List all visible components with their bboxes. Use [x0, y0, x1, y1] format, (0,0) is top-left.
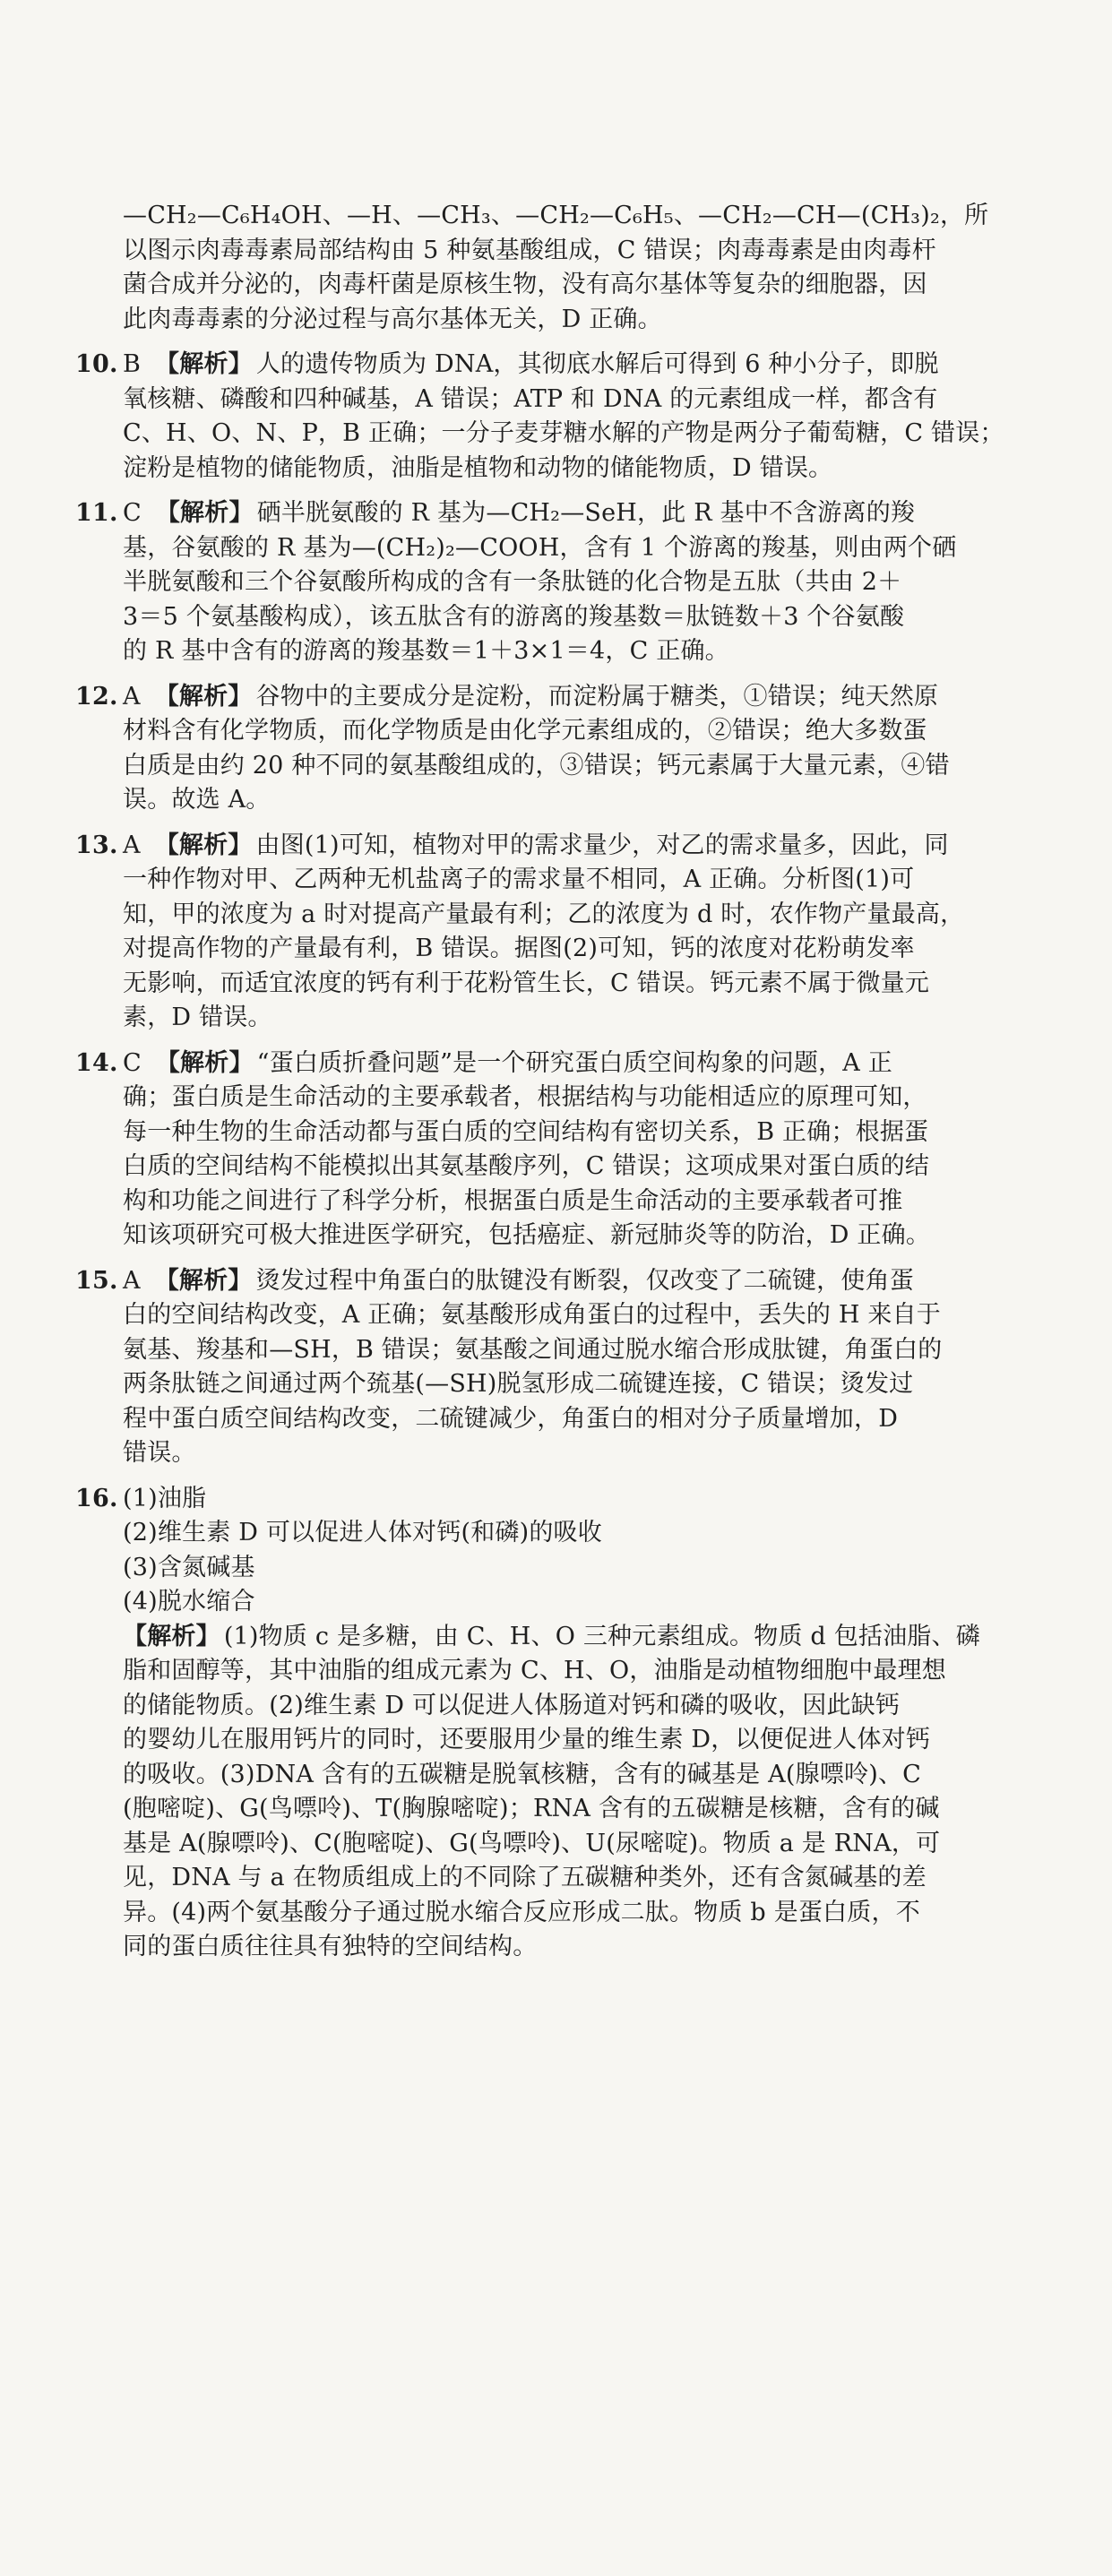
question-number: 14.	[75, 1048, 118, 1077]
text-line: (胞嘧啶)、G(鸟嘌呤)、T(胸腺嘧啶)；RNA 含有的五碳糖是核糖，含有的碱	[123, 1795, 940, 1822]
text-line: 素，D 错误。	[123, 1004, 272, 1031]
question-number: 10.	[75, 350, 118, 378]
text-line: “蛋白质折叠问题”是一个研究蛋白质空间构象的问题，A 正	[256, 1048, 892, 1077]
text-line: 人的遗传物质为 DNA，其彻底水解后可得到 6 种小分子，即脱	[255, 350, 939, 378]
text-line: 错误。	[123, 1439, 196, 1467]
text-line: 白的空间结构改变，A 正确；氨基酸形成角蛋白的过程中，丢失的 H 来自于	[123, 1301, 941, 1329]
answer-14	[0, 1047, 1112, 1254]
answer-letter: C	[123, 499, 142, 527]
analysis-tag: 【解析】	[154, 682, 253, 711]
text-line: 白质是由约 20 种不同的氨基酸组成的，③错误；钙元素属于大量元素，④错	[123, 751, 950, 780]
question-number: 12.	[75, 682, 118, 711]
text-line: 程中蛋白质空间结构改变，二硫键减少，角蛋白的相对分子质量增加，D	[123, 1404, 899, 1433]
analysis-tag: 【解析】	[155, 499, 254, 527]
text-line: 材料含有化学物质，而化学物质是由化学元素组成的，②错误；绝大多数蛋	[123, 717, 927, 745]
answer-letter: C	[123, 1048, 142, 1077]
analysis-tag: 【解析】	[154, 831, 253, 859]
text-line: 知该项研究可极大推进医学研究，包括癌症、新冠肺炎等的防治，D 正确。	[123, 1221, 931, 1249]
answer-12	[0, 680, 1112, 818]
text-line: 硒半胱氨酸的 R 基为—CH₂—SeH，此 R 基中不含游离的羧	[256, 499, 916, 527]
answer-first-line	[0, 348, 1112, 383]
text-line: 两条肽链之间通过两个巯基(—SH)脱氢形成二硫键连接，C 错误；烫发过	[123, 1370, 914, 1398]
text-line: (1)物质 c 是多糖，由 C、H、O 三种元素组成。物质 d 包括油脂、磷	[223, 1622, 980, 1650]
text-line: 的 R 基中含有的游离的羧基数＝1＋3×1＝4，C 正确。	[123, 637, 729, 665]
text-line: C、H、O、N、P，B 正确；一分子麦芽糖水解的产物是两分子葡萄糖，C 错误；	[123, 419, 1004, 447]
text-line: 烫发过程中角蛋白的肽键没有断裂，仅改变了二硫键，使角蛋	[255, 1266, 914, 1295]
answer-letter: B	[123, 350, 142, 378]
question-number: 15.	[75, 1266, 118, 1295]
answer-first-line	[0, 1620, 1112, 1655]
text-line: 的婴幼儿在服用钙片的同时，还要服用少量的维生素 D，以便促进人体对钙	[123, 1726, 931, 1753]
analysis-tag: 【解析】	[123, 1622, 220, 1650]
answer-item: (4)脱水缩合	[123, 1588, 255, 1615]
answer-15	[0, 1264, 1112, 1471]
answer-text	[0, 199, 1112, 1965]
text-line: 以图示肉毒毒素局部结构由 5 种氨基酸组成，C 错误；肉毒毒素是由肉毒杆	[123, 236, 936, 264]
text-line: —CH₂—C₆H₄OH、—H、—CH₃、—CH₂—C₆H₅、—CH₂—CH—(CH₃)₂，所	[123, 202, 989, 229]
text-line: 氧核糖、磷酸和四种碱基，A 错误；ATP 和 DNA 的元素组成一样，都含有	[123, 384, 938, 413]
answer-first-line	[0, 1047, 1112, 1081]
text-line: 的吸收。(3)DNA 含有的五碳糖是脱氧核糖，含有的碱基是 A(腺嘌呤)、C	[123, 1760, 922, 1788]
answer-13	[0, 829, 1112, 1036]
answer-first-line	[0, 680, 1112, 715]
question-number: 16.	[75, 1484, 118, 1512]
answer-11	[0, 496, 1112, 669]
text-line: 基，谷氨酸的 R 基为—(CH₂)₂—COOH，含有 1 个游离的羧基，则由两个硒	[123, 533, 957, 562]
answer-item: (3)含氮碱基	[123, 1553, 255, 1581]
answer-item: (2)维生素 D 可以促进人体对钙(和磷)的吸收	[123, 1519, 602, 1546]
text-line: 一种作物对甲、乙两种无机盐离子的需求量不相同，A 正确。分析图(1)可	[123, 866, 915, 893]
answer-letter: A	[123, 1266, 141, 1295]
text-line: 基是 A(腺嘌呤)、C(胞嘧啶)、G(鸟嘌呤)、U(尿嘧啶)。物质 a 是 RNA，可	[123, 1829, 941, 1857]
text-line: 见，DNA 与 a 在物质组成上的不同除了五碳糖种类外，还有含氮碱基的差	[123, 1864, 927, 1891]
text-line: 菌合成并分泌的，肉毒杆菌是原核生物，没有高尔基体等复杂的细胞器，因	[123, 271, 927, 298]
text-line: 构和功能之间进行了科学分析，根据蛋白质是生命活动的主要承载者可推	[123, 1186, 903, 1215]
intro-paragraph	[0, 199, 1112, 337]
text-line: 由图(1)可知，植物对甲的需求量少，对乙的需求量多，因此，同	[255, 831, 949, 859]
text-line: 无影响，而适宜浓度的钙有利于花粉管生长，C 错误。钙元素不属于微量元	[123, 969, 930, 997]
text-line: 淀粉是植物的储能物质，油脂是植物和动物的储能物质，D 错误。	[123, 453, 833, 482]
text-line: 对提高作物的产量最有利，B 错误。据图(2)可知，钙的浓度对花粉萌发率	[123, 935, 915, 962]
question-number: 11.	[75, 499, 118, 527]
answer-first-line	[0, 1264, 1112, 1299]
text-line: 每一种生物的生命活动都与蛋白质的空间结构有密切关系，B 正确；根据蛋	[123, 1117, 929, 1146]
answer-first-line	[0, 496, 1112, 531]
question-number: 13.	[75, 831, 118, 859]
text-line: 3＝5 个氨基酸构成），该五肽含有的游离的羧基数＝肽链数＋3 个谷氨酸	[123, 602, 905, 631]
answer-10	[0, 348, 1112, 486]
analysis-tag: 【解析】	[155, 350, 253, 378]
answer-first-line	[0, 1482, 1112, 1517]
answer-letter: A	[123, 831, 141, 859]
answer-16	[0, 1482, 1112, 1965]
text-line: 半胱氨酸和三个谷氨酸所构成的含有一条肽链的化合物是五肽（共由 2＋	[123, 568, 902, 596]
text-line: 脂和固醇等，其中油脂的组成元素为 C、H、O，油脂是动植物细胞中最理想	[123, 1657, 946, 1684]
text-line: 的储能物质。(2)维生素 D 可以促进人体肠道对钙和磷的吸收，因此缺钙	[123, 1691, 901, 1719]
analysis-tag: 【解析】	[155, 1048, 254, 1077]
text-line: 确；蛋白质是生命活动的主要承载者，根据结构与功能相适应的原理可知，	[123, 1083, 927, 1111]
text-line: 同的蛋白质往往具有独特的空间结构。	[123, 1933, 538, 1960]
text-line: 白质的空间结构不能模拟出其氨基酸序列，C 错误；这项成果对蛋白质的结	[123, 1152, 930, 1180]
text-line: 谷物中的主要成分是淀粉，而淀粉属于糖类，①错误；纯天然原	[255, 682, 939, 711]
text-line: 误。故选 A。	[123, 786, 271, 814]
text-line: 氨基、羧基和—SH，B 错误；氨基酸之间通过脱水缩合形成肽键，角蛋白的	[123, 1335, 943, 1364]
text-line: 此肉毒毒素的分泌过程与高尔基体无关，D 正确。	[123, 305, 662, 333]
answer-item: (1)油脂	[123, 1484, 207, 1512]
analysis-tag: 【解析】	[154, 1266, 253, 1295]
text-line: 异。(4)两个氨基酸分子通过脱水缩合反应形成二肽。物质 b 是蛋白质，不	[123, 1898, 920, 1926]
answer-first-line	[0, 829, 1112, 864]
answer-letter: A	[123, 682, 141, 711]
text-line: 知，甲的浓度为 a 时对提高产量最有利；乙的浓度为 d 时，农作物产量最高，	[123, 900, 965, 928]
